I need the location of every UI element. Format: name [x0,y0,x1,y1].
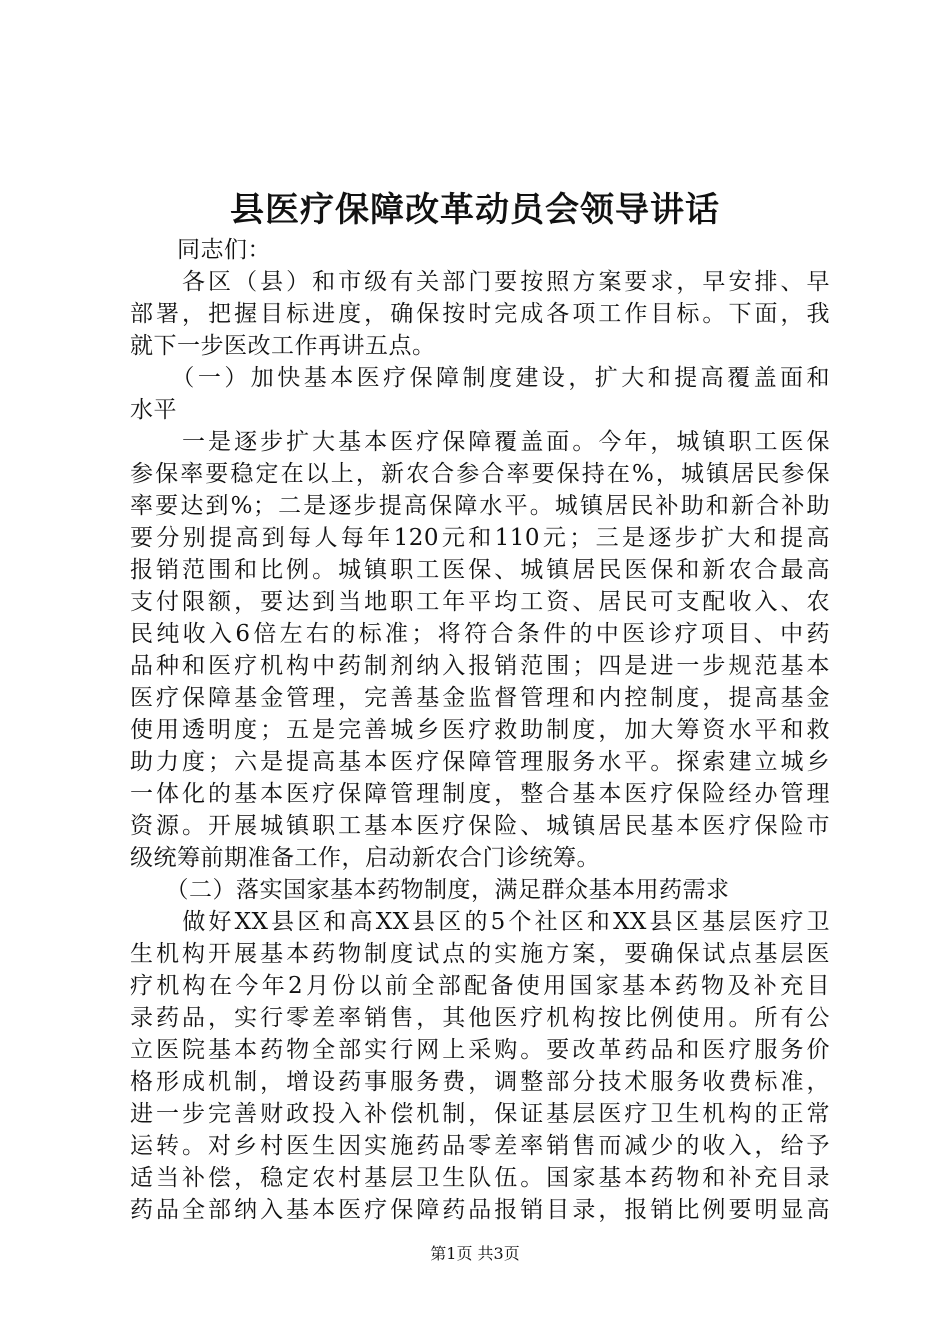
document-title: 县医疗保障改革动员会领导讲话 [230,190,720,230]
text-line: 格形成机制，增设药事服务费，调整部分技术服务收费标准， [130,1069,830,1095]
text-line: 药品全部纳入基本医疗保障药品报销目录，报销比例要明显高 [130,1197,830,1223]
text-line: 运转。对乡村医生因实施药品零差率销售而减少的收入，给予 [130,1133,830,1159]
text-line: 级统筹前期准备工作，启动新农合门诊统筹。 [130,845,600,871]
text-line: 适当补偿，稳定农村基层卫生队伍。国家基本药物和补充目录 [130,1165,830,1191]
text-line: 录药品，实行零差率销售，其他医疗机构按比例使用。所有公 [130,1005,830,1031]
text-line: （一）加快基本医疗保障制度建设，扩大和提高覆盖面和 [130,365,830,391]
text-line: 资源。开展城镇职工基本医疗保险、城镇居民基本医疗保险市 [130,813,830,839]
text-line: 部署，把握目标进度，确保按时完成各项工作目标。下面，我 [130,301,830,327]
text-line: 水平 [130,397,177,423]
text-line: 使用透明度；五是完善城乡医疗救助制度，加大筹资水平和救 [130,717,830,743]
document-body [130,234,830,1226]
text-line: 报销范围和比例。城镇职工医保、城镇居民医保和新农合最高 [130,557,830,583]
text-line: 参保率要稳定在以上，新农合参合率要保持在%，城镇居民参保 [130,461,830,487]
text-line: 一体化的基本医疗保障管理制度，整合基本医疗保险经办管理 [130,781,830,807]
text-line: 要分别提高到每人每年120元和110元；三是逐步扩大和提高 [130,525,830,551]
text-line: 疗机构在今年2月份以前全部配备使用国家基本药物及补充目 [130,973,830,999]
text-line: 一是逐步扩大基本医疗保障覆盖面。今年，城镇职工医保 [130,429,830,455]
page-footer: 第1页 共3页 [430,1244,520,1263]
text-line: 就下一步医改工作再讲五点。 [130,333,436,359]
text-line: 各区（县）和市级有关部门要按照方案要求，早安排、早 [130,269,830,295]
text-line: 生机构开展基本药物制度试点的实施方案，要确保试点基层医 [130,941,830,967]
text-line: 进一步完善财政投入补偿机制，保证基层医疗卫生机构的正常 [130,1101,830,1127]
text-line: 率要达到%；二是逐步提高保障水平。城镇居民补助和新合补助 [130,493,830,519]
text-line: 民纯收入6倍左右的标准；将符合条件的中医诊疗项目、中药 [130,621,830,647]
text-line: 同志们： [130,237,271,263]
text-line: （二）落实国家基本药物制度，满足群众基本用药需求 [130,877,730,903]
text-line: 支付限额，要达到当地职工年平均工资、居民可支配收入、农 [130,589,830,615]
text-line: 品种和医疗机构中药制剂纳入报销范围；四是进一步规范基本 [130,653,830,679]
text-line: 做好XX县区和高XX县区的5个社区和XX县区基层医疗卫 [130,909,830,935]
text-line: 医疗保障基金管理，完善基金监督管理和内控制度，提高基金 [130,685,830,711]
text-line: 助力度；六是提高基本医疗保障管理服务水平。探索建立城乡 [130,749,830,775]
text-line: 立医院基本药物全部实行网上采购。要改革药品和医疗服务价 [130,1037,830,1063]
